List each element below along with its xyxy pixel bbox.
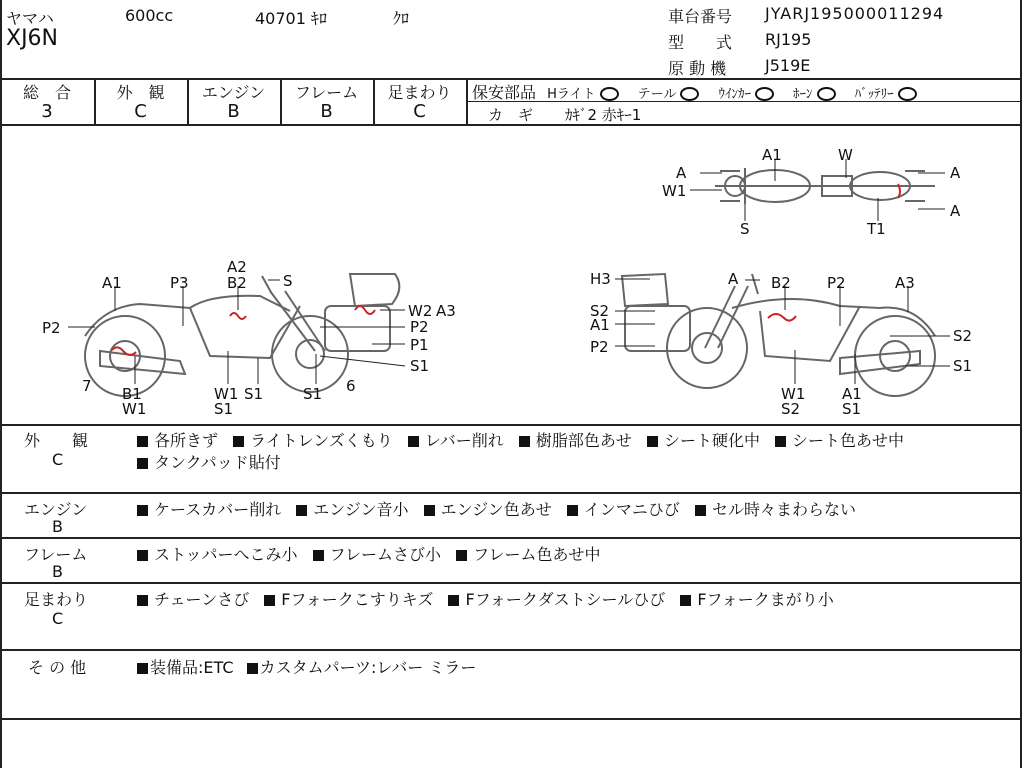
diagram-label: P2 (410, 318, 429, 336)
diagram-label: W1 (662, 182, 687, 200)
other-line (137, 655, 476, 678)
diagram-label: A2 (227, 258, 247, 276)
diagram-label: S (283, 272, 293, 290)
remark-item: チェーンさび (154, 590, 250, 609)
diagram-label: B1 (122, 385, 142, 403)
mileage: 40701 ｷﾛ (255, 9, 327, 28)
frame-no: JYARJ195000011294 (765, 4, 945, 23)
remark-line (137, 450, 291, 473)
overall-label: 総 合 (22, 83, 71, 102)
suspension-grade-label: 足まわり (387, 83, 452, 102)
diagram-label: W1 (781, 385, 806, 403)
diagram-label: S1 (953, 357, 973, 375)
other-item: カスタムパーツ:レバー ミラー (259, 658, 477, 677)
diagram-label: S (740, 220, 750, 238)
diagram-label: A3 (436, 302, 456, 320)
remark-item: Fフォークまがり小 (697, 590, 834, 609)
remark-item: タンクパッド貼付 (154, 453, 281, 472)
remark-line (137, 542, 610, 565)
diagram-label: A1 (842, 385, 862, 403)
diagram-label: 6 (346, 377, 356, 395)
remark-divider (0, 649, 1022, 651)
key-value: ｶｷﾞ2 赤ｷｰ1 (565, 106, 642, 124)
engine-grade-label: エンジン (201, 83, 266, 102)
remark-item: 樹脂部色あせ (535, 431, 632, 450)
remark-grade: C (52, 450, 64, 469)
remark-category: 足まわり (24, 590, 89, 609)
displacement: 600cc (125, 6, 174, 25)
diagram-label: S1 (214, 400, 234, 418)
remark-item: 各所きず (154, 431, 219, 450)
remarks-top-line (0, 424, 1022, 426)
diagram-label: S1 (410, 357, 430, 375)
diagram-label: A (950, 164, 961, 182)
safety-item: ﾎｰﾝ (793, 87, 813, 102)
model-name: XJ6N (6, 26, 59, 51)
diagram-label: W1 (122, 400, 147, 418)
diagram-label: 7 (82, 377, 92, 395)
key-label: カ ギ (488, 106, 534, 124)
ok-circle-icon (755, 87, 774, 101)
leader-lines (68, 159, 950, 384)
diagram-label: P2 (827, 274, 846, 292)
frame-no-label: 車台番号 (668, 7, 733, 26)
diagram-label: P2 (42, 319, 61, 337)
maker: ヤマハ (6, 9, 54, 28)
other-label: そ の 他 (28, 658, 87, 677)
exterior-label: 外 観 (116, 83, 165, 102)
remark-item: ライトレンズくもり (250, 431, 393, 450)
remark-grade: C (52, 609, 64, 628)
remark-item: Fフォークこすりキズ (281, 590, 434, 609)
diagram-label: T1 (867, 220, 886, 238)
bottom-line (0, 718, 1022, 720)
safety-row (472, 80, 917, 103)
remark-item: フレーム色あせ中 (473, 545, 601, 564)
safety-item: Hライト (547, 87, 596, 102)
remark-category: フレーム (24, 545, 88, 564)
type-label: 型 式 (668, 33, 733, 52)
frame-grade-label: フレーム (294, 83, 359, 102)
remark-item: シート色あせ中 (792, 431, 905, 450)
diagram-label: A3 (895, 274, 915, 292)
suspension-grade: C (413, 101, 426, 122)
diagram-label: A (676, 164, 687, 182)
diagram-label: A1 (590, 316, 610, 334)
remark-category: エンジン (24, 500, 88, 519)
remark-item: エンジン色あせ (440, 500, 552, 519)
safety-item: テール (637, 87, 677, 102)
diagram-label: S2 (781, 400, 801, 418)
remark-line (137, 428, 914, 451)
remark-divider (0, 492, 1022, 494)
diagram-label: P2 (590, 338, 609, 356)
diagram-label: S2 (590, 302, 610, 320)
diagram-label: W (838, 146, 853, 164)
remark-line (137, 497, 866, 520)
diagram-label: B2 (227, 274, 247, 292)
diagram-label: A (950, 202, 961, 220)
safety-item: ｳｲﾝｶｰ (718, 87, 751, 102)
diagram-label: S2 (953, 327, 973, 345)
diagram-label: A1 (102, 274, 122, 292)
ok-circle-icon (898, 87, 917, 101)
remark-divider (0, 537, 1022, 539)
safety-item: ﾊﾞｯﾃﾘｰ (854, 87, 894, 102)
diagram-label: P3 (170, 274, 189, 292)
remark-item: フレームさび小 (329, 545, 441, 564)
remark-item: ストッパーへこみ小 (154, 545, 298, 564)
diagram-label: S1 (244, 385, 264, 403)
remark-divider (0, 582, 1022, 584)
remark-item: インマニひび (583, 500, 680, 519)
diagram-label: S1 (303, 385, 323, 403)
remark-grade: B (52, 517, 63, 536)
remark-category: 外 観 (24, 431, 89, 450)
ok-circle-icon (680, 87, 699, 101)
engine-value: J519E (765, 56, 811, 75)
remark-item: エンジン音小 (313, 500, 409, 519)
other-item: 装備品:ETC (150, 658, 234, 677)
overall-grade: 3 (41, 101, 53, 122)
diagram-label: P1 (410, 336, 429, 354)
remark-item: レバー削れ (424, 431, 504, 450)
ok-circle-icon (600, 87, 619, 101)
safety-label: 保安部品 (472, 83, 537, 102)
motorcycle-diagram (0, 126, 1022, 424)
remark-line (137, 587, 844, 610)
remark-item: セル時々まわらない (712, 500, 857, 519)
diagram-label: A1 (762, 146, 782, 164)
remark-item: Fフォークダストシールひび (465, 590, 666, 609)
type-value: RJ195 (765, 30, 812, 49)
remark-item: ケースカバー削れ (154, 500, 282, 519)
ok-circle-icon (817, 87, 836, 101)
top-view-bike (715, 168, 935, 204)
diagram-label: W2 (408, 302, 433, 320)
diagram-label: B2 (771, 274, 791, 292)
right-side-bike (622, 274, 935, 396)
remark-item: シート硬化中 (663, 431, 760, 450)
diagram-label: A (728, 270, 739, 288)
engine-label: 原 動 機 (668, 59, 727, 78)
color: ｸﾛ (393, 9, 410, 28)
remark-grade: B (52, 562, 63, 581)
diagram-label: W1 (214, 385, 239, 403)
frame-grade: B (320, 101, 333, 122)
diagram-label: H3 (590, 270, 611, 288)
engine-grade: B (227, 101, 240, 122)
exterior-grade: C (134, 101, 147, 122)
diagram-label: S1 (842, 400, 862, 418)
